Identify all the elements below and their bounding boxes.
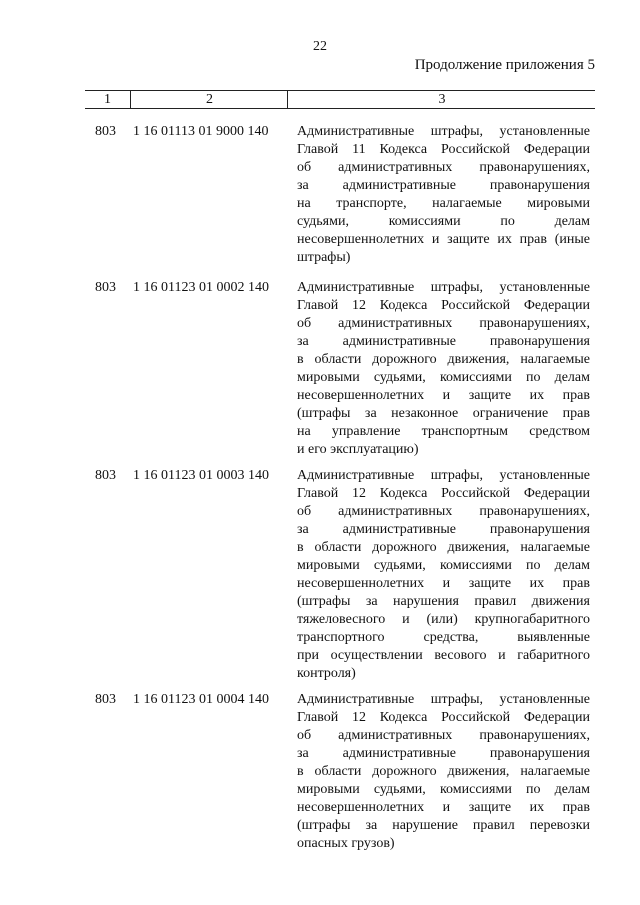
description-line: мировыми судьями, комиссиями по делам <box>297 370 590 385</box>
admin-code: 803 <box>95 468 116 483</box>
description-line: Главой 12 Кодекса Российской Федерации <box>297 298 590 313</box>
table-header <box>85 90 595 109</box>
admin-code: 803 <box>95 692 116 707</box>
admin-code: 803 <box>95 124 116 139</box>
admin-code: 803 <box>95 280 116 295</box>
row-description <box>297 467 590 683</box>
description-line: несовершеннолетних и защите их прав <box>297 576 590 591</box>
description-line: штрафы) <box>297 250 351 265</box>
description-line: на управление транспортным средством <box>297 424 590 439</box>
kbk-code: 1 16 01123 01 0003 140 <box>133 468 269 483</box>
description-line: Административные штрафы, установленные <box>297 692 590 707</box>
description-line: на транспорте, налагаемые мировыми <box>297 196 590 211</box>
description-line: мировыми судьями, комиссиями по делам <box>297 558 590 573</box>
description-line: опасных грузов) <box>297 836 395 851</box>
description-line: в области дорожного движения, налагаемые <box>297 540 590 555</box>
description-line: Административные штрафы, установленные <box>297 468 590 483</box>
kbk-code: 1 16 01123 01 0004 140 <box>133 692 269 707</box>
description-line: мировыми судьями, комиссиями по делам <box>297 782 590 797</box>
description-line: за административные правонарушения <box>297 334 590 349</box>
kbk-code: 1 16 01113 01 9000 140 <box>133 124 269 139</box>
continuation-title: Продолжение приложения 5 <box>414 57 595 73</box>
description-line: Главой 12 Кодекса Российской Федерации <box>297 710 590 725</box>
header-col-2: 2 <box>130 91 288 108</box>
description-line: (штрафы за нарушения правил движения <box>297 594 590 609</box>
description-line: в области дорожного движения, налагаемые <box>297 352 590 367</box>
description-line: об административных правонарушениях, <box>297 160 590 175</box>
description-line: несовершеннолетних и защите их прав (иные <box>297 232 590 247</box>
description-line: тяжеловесного и (или) крупногабаритного <box>297 612 590 627</box>
description-line: за административные правонарушения <box>297 178 590 193</box>
header-col-3: 3 <box>287 91 596 108</box>
description-line: Административные штрафы, установленные <box>297 124 590 139</box>
description-line: транспортного средства, выявленные <box>297 630 590 645</box>
header-col-1: 1 <box>104 92 111 107</box>
description-line: (штрафы за незаконное ограничение прав <box>297 406 590 421</box>
description-line: и его эксплуатацию) <box>297 442 419 457</box>
description-line: об административных правонарушениях, <box>297 728 590 743</box>
description-line: об административных правонарушениях, <box>297 504 590 519</box>
page-number: 22 <box>313 39 327 54</box>
description-line: несовершеннолетних и защите их прав <box>297 388 590 403</box>
row-description <box>297 691 590 853</box>
description-line: несовершеннолетних и защите их прав <box>297 800 590 815</box>
kbk-code: 1 16 01123 01 0002 140 <box>133 280 269 295</box>
description-line: Главой 11 Кодекса Российской Федерации <box>297 142 590 157</box>
row-description <box>297 279 590 459</box>
description-line: судьями, комиссиями по делам <box>297 214 590 229</box>
description-line: (штрафы за нарушение правил перевозки <box>297 818 590 833</box>
description-line: контроля) <box>297 666 356 681</box>
description-line: Административные штрафы, установленные <box>297 280 590 295</box>
row-description <box>297 123 590 267</box>
description-line: в области дорожного движения, налагаемые <box>297 764 590 779</box>
description-line: при осуществлении весового и габаритного <box>297 648 590 663</box>
description-line: за административные правонарушения <box>297 522 590 537</box>
description-line: об административных правонарушениях, <box>297 316 590 331</box>
description-line: за административные правонарушения <box>297 746 590 761</box>
description-line: Главой 12 Кодекса Российской Федерации <box>297 486 590 501</box>
